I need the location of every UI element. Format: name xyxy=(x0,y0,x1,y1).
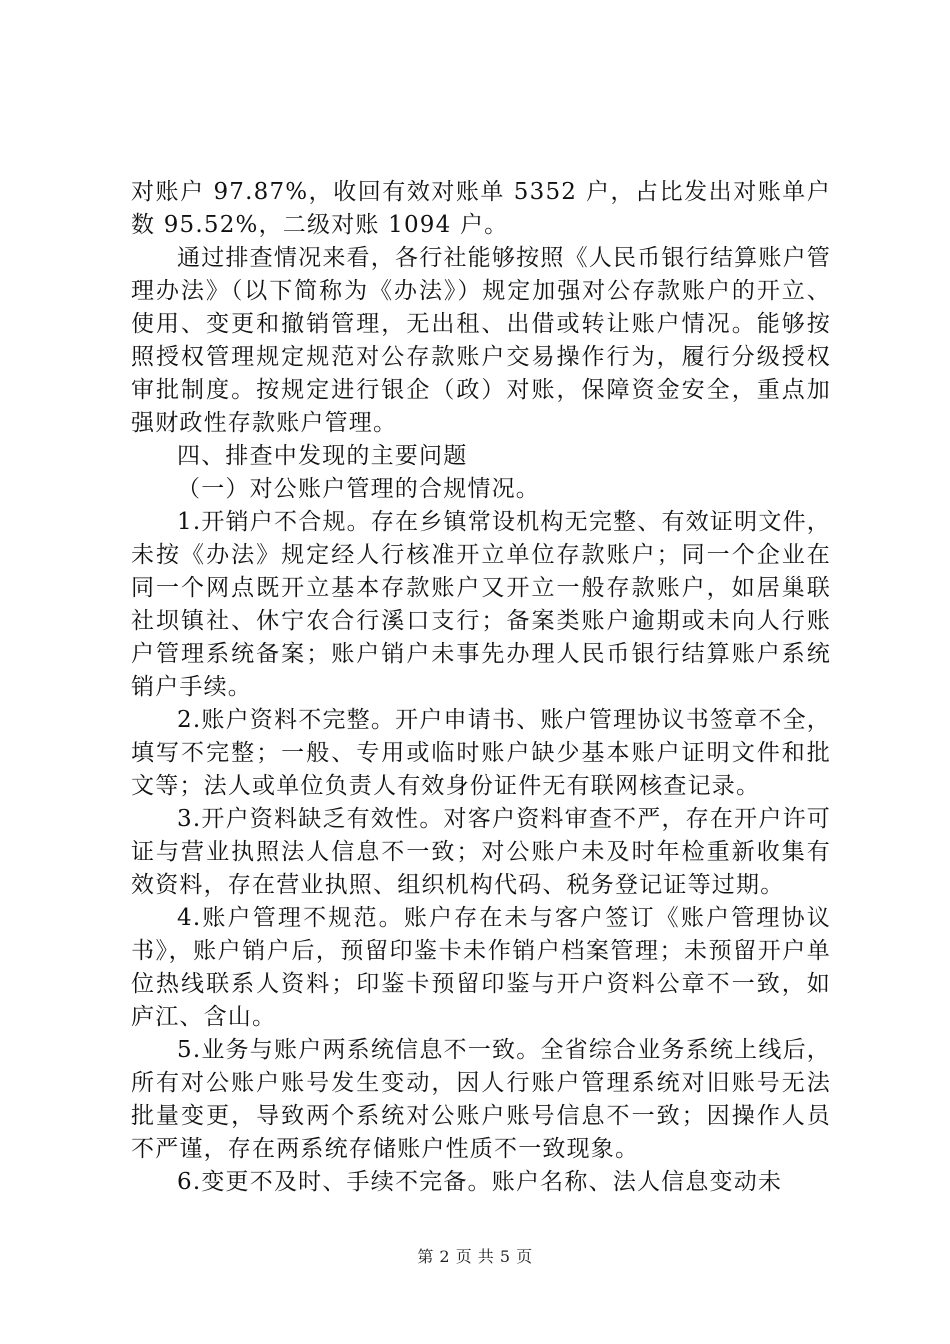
list-item-account-management: 4.账户管理不规范。账户存在未与客户签订《账户管理协议书》，账户销户后，预留印鉴卡未作销户档案管理；未预留开户单位热线联系人资料；印鉴卡预留印鉴与开户资料公章不一致，如庐江、含山。 xyxy=(131,905,831,1030)
document-body xyxy=(131,176,831,1199)
paragraph-reconciliation-stats: 对账户 97.87%，收回有效对账单 5352 户，占比发出对账单户数 95.52%，二级对账 1094 户。 xyxy=(131,179,831,238)
page-footer: 第 2 页 共 5 页 xyxy=(417,1247,533,1266)
paragraph-review-summary: 通过排查情况来看，各行社能够按照《人民币银行结算账户管理办法》（以下简称为《办法》）规定加强对公存款账户的开立、使用、变更和撤销管理，无出租、出借或转让账户情况。能够按照授权管理规定规范对公存款账户交易操作行为，履行分级授权审批制度。按规定进行银企（政）对账，保障资金安全，重点加强财政性存款账户管理。 xyxy=(131,245,831,436)
subsection-heading-compliance: （一）对公账户管理的合规情况。 xyxy=(177,476,540,502)
list-item-account-opening: 1.开销户不合规。存在乡镇常设机构无完整、有效证明文件，未按《办法》规定经人行核准开立单位存款账户；同一个企业在同一个网点既开立基本存款账户又开立一般存款账户，如居巢联社坝镇社、休宁农合行溪口支行；备案类账户逾期或未向人行账户管理系统备案；账户销户未事先办理人民币银行结算账户系统销户手续。 xyxy=(131,509,831,700)
list-item-incomplete-materials: 2.账户资料不完整。开户申请书、账户管理协议书签章不全，填写不完整；一般、专用或临时账户缺少基本账户证明文件和批文等；法人或单位负责人有效身份证件无有联网核查记录。 xyxy=(131,707,831,799)
list-item-late-changes: 6.变更不及时、手续不完备。账户名称、法人信息变动未 xyxy=(177,1169,783,1195)
list-item-system-inconsistency: 5.业务与账户两系统信息不一致。全省综合业务系统上线后，所有对公账户账号发生变动，因人行账户管理系统对旧账号无法批量变更，导致两个系统对公账户账号信息不一致；因操作人员不严谨，存在两系统存储账户性质不一致现象。 xyxy=(131,1037,831,1162)
list-item-material-validity: 3.开户资料缺乏有效性。对客户资料审查不严，存在开户许可证与营业执照法人信息不一致；对公账户未及时年检重新收集有效资料，存在营业执照、组织机构代码、税务登记证等过期。 xyxy=(131,806,831,898)
section-heading-main-problems: 四、排查中发现的主要问题 xyxy=(177,443,468,469)
